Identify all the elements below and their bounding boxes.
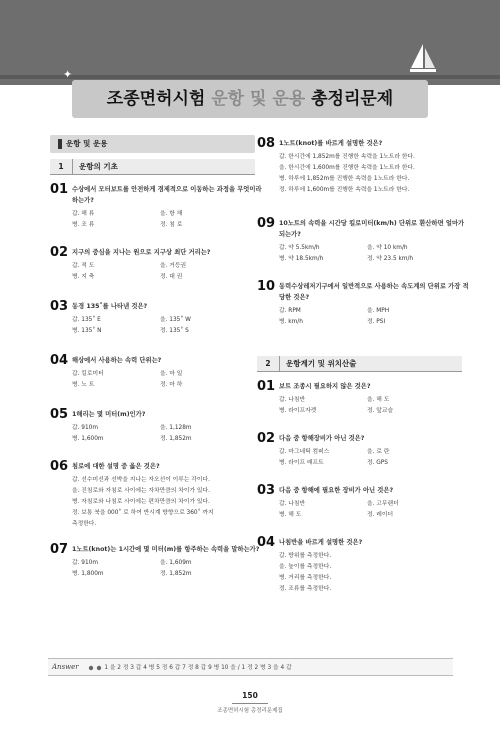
- option: 정. 마 하: [160, 382, 183, 388]
- section-title: 운항 및 운용: [66, 139, 108, 148]
- option-list: [279, 243, 472, 265]
- subsection-title: 운항계기 및 위치산출: [286, 359, 357, 368]
- option: 을. 마 일: [160, 371, 183, 377]
- option: 병. 1,600m: [72, 436, 104, 442]
- question-text: 보트 조종시 필요하지 않은 것은?: [279, 383, 371, 390]
- option: 갑. 선수미선과 선박을 지나는 자오선이 이루는 각이다.: [72, 477, 210, 483]
- option: 병. 지 축: [72, 274, 95, 280]
- question-number: 01: [50, 182, 69, 197]
- option-list: [72, 369, 265, 391]
- option: 정. 레이더: [367, 512, 394, 518]
- option: 갑. 킬로미터: [72, 371, 104, 377]
- option: 을. 약 10 km/h: [367, 245, 408, 251]
- answer-bar: [48, 658, 453, 676]
- question-number: 01: [257, 379, 276, 394]
- question: [50, 184, 265, 231]
- option: 갑. 나침반: [279, 397, 306, 403]
- question-text: 1해리는 몇 미터(m)인가?: [72, 411, 146, 418]
- question-number: 06: [50, 459, 69, 474]
- question-number: 02: [50, 245, 69, 260]
- option: 정. 앞교슬: [367, 408, 394, 414]
- question: [257, 433, 472, 469]
- option-list: [279, 551, 472, 595]
- question-text: 동력수상레저기구에서 일반적으로 사용하는 속도계의 단위로 가장 적당한 것은?: [279, 283, 469, 301]
- option: 갑. 한시간에 1,852m를 진행한 속력을 1노트라 한다.: [279, 154, 415, 160]
- right-column: [257, 138, 472, 595]
- subsection-title: 운항의 기초: [79, 162, 118, 171]
- question: [257, 485, 472, 521]
- option-list: [72, 315, 265, 337]
- question-number: 05: [50, 407, 69, 422]
- question-text: 침로에 대한 설명 중 옳은 것은?: [72, 463, 160, 470]
- option: 갑. RPM: [279, 308, 301, 314]
- option: 갑. 마그네틱 컴퍼스: [279, 449, 330, 455]
- option: 을. 거등권: [160, 263, 187, 269]
- option: 정. 135˚ S: [160, 328, 189, 334]
- option: 갑. 약 5.5km/h: [279, 245, 320, 251]
- option-list: [279, 152, 472, 196]
- option-continuation: 측정한다.: [72, 521, 97, 527]
- option: 병. 라이프자켓: [279, 408, 317, 414]
- question-number: 02: [257, 431, 276, 446]
- section-bullet-icon: [58, 139, 62, 149]
- left-column: [50, 135, 265, 580]
- question-text: 동경 135˚를 나타낸 것은?: [72, 303, 148, 310]
- option-list: [72, 475, 265, 530]
- question: [257, 218, 472, 265]
- option: 갑. 방위를 측정한다.: [279, 553, 332, 559]
- option: 병. 1,800m: [72, 571, 104, 577]
- question-text: 지구의 중심을 지나는 원으로 지구상 최단 거리는?: [72, 249, 211, 256]
- subsection-number: 1: [50, 159, 73, 175]
- question-number: 04: [257, 535, 276, 550]
- option: 정. 1,852m: [160, 571, 192, 577]
- question-number: 03: [257, 483, 276, 498]
- question: [50, 247, 265, 283]
- question: [257, 537, 472, 595]
- option: 을. 로 란: [367, 449, 390, 455]
- question: [50, 409, 265, 445]
- option: 병. km/h: [279, 319, 303, 325]
- option: 병. 약 18.5km/h: [279, 256, 324, 262]
- question-text: 1노트(knot)는 1시간에 몇 미터(m)를 항주하는 속력을 말하는가?: [72, 546, 260, 553]
- option: 갑. 해 류: [72, 211, 95, 217]
- option: 갑. 나침반: [279, 501, 306, 507]
- question-number: 07: [50, 542, 69, 557]
- question: [50, 355, 265, 391]
- question-number: 09: [257, 216, 276, 231]
- page-number: 150: [242, 691, 258, 700]
- header-stripe: [0, 75, 500, 79]
- question-number: 08: [257, 136, 276, 151]
- option: 을. 한시간에 1,600m를 진행한 속력을 1노트라 한다.: [279, 165, 415, 171]
- option: 갑. 910m: [72, 425, 98, 431]
- question-text: 해상에서 사용하는 속력 단위는?: [72, 357, 162, 364]
- subsection-header: [257, 356, 462, 372]
- title-part-1: 조종면허시험: [106, 89, 212, 109]
- question: [50, 461, 265, 530]
- option: 병. 거리를 측정한다.: [279, 575, 332, 581]
- title-part-3: 총정리문제: [305, 89, 394, 109]
- question-text: 다음 중 항해에 필요한 장비가 아닌 것은?: [279, 487, 394, 494]
- question: [50, 544, 265, 580]
- option: 정. 대 권: [160, 274, 183, 280]
- option: 병. 조 류: [72, 222, 95, 228]
- title-part-2: 운항 및 운용: [211, 89, 306, 109]
- option: 정. 침 로: [160, 222, 183, 228]
- option-list: [72, 209, 265, 231]
- question: [257, 138, 472, 196]
- page-header: [0, 0, 500, 85]
- option: 을. 높이를 측정한다.: [279, 564, 332, 570]
- option: 정. 하루에 1,600m를 진행한 속력을 1노트라 한다.: [279, 187, 410, 193]
- answer-label: Answer: [52, 663, 79, 671]
- option: 병. 135˚ N: [72, 328, 102, 334]
- option-list: [279, 499, 472, 521]
- question-text: 다음 중 항해장비가 아닌 것은?: [279, 435, 365, 442]
- option: 갑. 적 도: [72, 263, 95, 269]
- option-list: [279, 447, 472, 469]
- question: [257, 281, 472, 328]
- sailboat-icon: [408, 42, 438, 74]
- option: 정. GPS: [367, 460, 388, 466]
- option: 정. 조류를 측정한다.: [279, 586, 332, 592]
- option: 을. 진침로와 자침로 사이에는 자차만큼의 차이가 있다.: [72, 488, 210, 494]
- option: 병. 하루에 1,852m를 진행한 속력을 1노트라 한다.: [279, 176, 410, 182]
- option: 을. 1,128m: [160, 425, 192, 431]
- option: 을. 항 해: [160, 211, 183, 217]
- question-number: 10: [257, 279, 276, 294]
- subsection-number: 2: [257, 356, 280, 372]
- option: 갑. 135˚ E: [72, 317, 101, 323]
- option: 갑. 910m: [72, 560, 98, 566]
- option: 을. 135˚ W: [160, 317, 191, 323]
- question-text: 1노트(knot)를 바르게 설명한 것은?: [279, 140, 383, 147]
- option: 병. 자침로와 나침로 사이에는 편차만큼의 차이가 있다.: [72, 499, 210, 505]
- option-list: [279, 395, 472, 417]
- star-icon: ✦: [63, 68, 73, 81]
- question-number: 04: [50, 353, 69, 368]
- option: 정. 보통 북을 000˚ 로 하여 반시계 방향으로 360˚ 까지: [72, 510, 214, 516]
- option-list: [72, 261, 265, 283]
- subsection-header: [50, 159, 255, 175]
- answer-key: 1 을 2 정 3 갑 4 병 5 정 6 갑 7 정 8 갑 9 병 10 을 / 1 정 2 병 3 을 4 갑: [104, 665, 292, 671]
- question-text: 나침반을 바르게 설명한 것은?: [279, 539, 363, 546]
- question-text: 수상에서 모터보트를 안전하게 경제적으로 이동하는 과정을 무엇이라 하는가?: [72, 186, 262, 204]
- option: 을. 고무랜더: [367, 501, 399, 507]
- option: 병. 해 도: [279, 512, 302, 518]
- option-list: [72, 558, 265, 580]
- option: 정. 1,852m: [160, 436, 192, 442]
- option-list: [72, 423, 265, 445]
- page-divider: [232, 703, 268, 704]
- answer-dots-icon: [88, 665, 102, 671]
- question: [50, 301, 265, 337]
- footer-title: 조종면허시험 총정리문제집: [217, 708, 283, 714]
- option: 병. 노 트: [72, 382, 95, 388]
- page-title: [72, 80, 428, 118]
- option: 을. 1,609m: [160, 560, 192, 566]
- option: 정. PSI: [367, 319, 386, 325]
- option: 을. MPH: [367, 308, 390, 314]
- option: 병. 라이프 래프트: [279, 460, 324, 466]
- section-header: [50, 135, 255, 153]
- option-list: [279, 306, 472, 328]
- question: [257, 381, 472, 417]
- option: 을. 해 도: [367, 397, 390, 403]
- question-number: 03: [50, 299, 69, 314]
- question-text: 10노트의 속력을 시간당 킬로미터(km/h) 단위로 환산하면 얼마가 되는가?: [279, 220, 465, 238]
- option: 정. 약 23.5 km/h: [367, 256, 414, 262]
